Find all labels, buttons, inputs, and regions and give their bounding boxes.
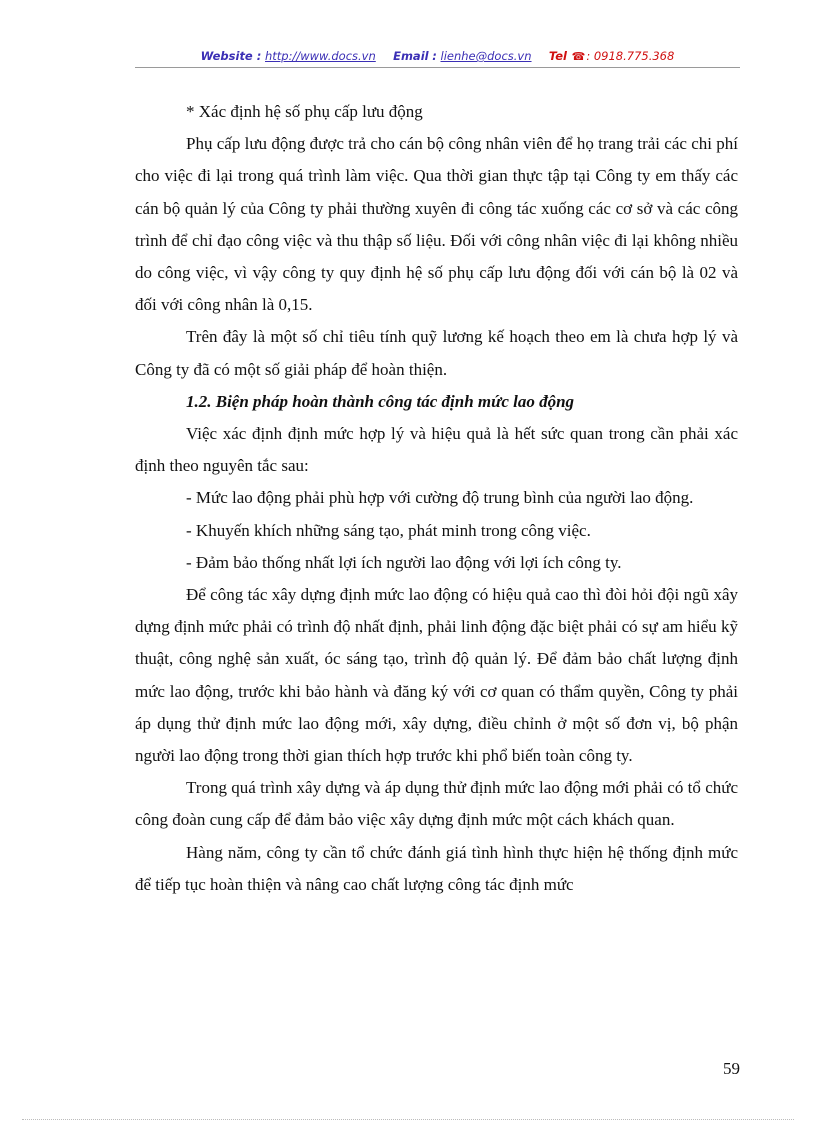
list-item: - Đảm bảo thống nhất lợi ích người lao động với lợi ích công ty. — [186, 552, 622, 572]
email-label: Email — [393, 49, 429, 63]
list-item: - Khuyến khích những sáng tạo, phát minh trong công việc. — [186, 520, 591, 540]
page-header — [135, 47, 740, 65]
body-paragraph: Trong quá trình xây dựng và áp dụng thử định mức lao động mới phải có tổ chức công đoàn cung cấp để đảm bảo việc xây dựng định mức một cách khách quan. — [135, 778, 738, 830]
body-paragraph: Phụ cấp lưu động được trả cho cán bộ công nhân viên để họ trang trải các chi phí cho việc đi lại trong quá trình làm việc. Qua thời gian thực tập tại Công ty em thấy các cán bộ quản lý của Công ty phải thường xuyên đi công tác xuống các cơ sở và các công trình để chỉ đạo công việc và thu thập số liệu. Đối với công nhân việc đi lại không nhiều do công việc, vì vậy công ty quy định hệ số phụ cấp lưu động đối với cán bộ là 02 và đối với công nhân là 0,15. — [135, 134, 738, 315]
telephone-icon: ☎ — [571, 50, 586, 63]
section-heading: 1.2. Biện pháp hoàn thành công tác định mức lao động — [186, 391, 575, 411]
email-link[interactable]: lienhe@docs.vn — [440, 49, 532, 63]
tel-label: Tel — [548, 49, 567, 63]
page-number: 59 — [723, 1059, 740, 1078]
website-label: Website : — [200, 49, 262, 63]
tel-value: : 0918.775.368 — [586, 49, 675, 63]
body-paragraph: Trên đây là một số chỉ tiêu tính quỹ lương kế hoạch theo em là chưa hợp lý và Công ty đã có một số giải pháp để hoàn thiện. — [135, 327, 738, 379]
body-paragraph: Để công tác xây dựng định mức lao động có hiệu quả cao thì đòi hỏi đội ngũ xây dựng định mức phải có trình độ nhất định, phải linh động đặc biệt phải có sự am hiểu kỹ thuật, công nghệ sản xuất, óc sáng tạo, trình độ quản lý. Để đảm bảo chất lượng định mức lao động, trước khi bảo hành và đăng ký với cơ quan có thẩm quyền, Công ty phải áp dụng thử định mức lao động mới, xây dựng, điều chỉnh ở một số đơn vị, bộ phận người lao động trong thời gian thích hợp trước khi phổ biến toàn công ty. — [135, 585, 738, 766]
header-divider — [135, 67, 740, 68]
document-body — [135, 96, 738, 901]
list-item: - Mức lao động phải phù hợp với cường độ trung bình của người lao động. — [186, 488, 694, 508]
footer-divider — [22, 1119, 794, 1120]
website-link[interactable]: http://www.docs.vn — [265, 49, 376, 63]
email-separator: : — [432, 49, 437, 63]
section-subheading: * Xác định hệ số phụ cấp lưu động — [186, 102, 423, 121]
body-paragraph: Hàng năm, công ty cần tổ chức đánh giá tình hình thực hiện hệ thống định mức để tiếp tục hoàn thiện và nâng cao chất lượng công tác định mức — [135, 842, 738, 894]
body-paragraph: Việc xác định định mức hợp lý và hiệu quả là hết sức quan trong cần phải xác định theo nguyên tắc sau: — [135, 424, 738, 476]
